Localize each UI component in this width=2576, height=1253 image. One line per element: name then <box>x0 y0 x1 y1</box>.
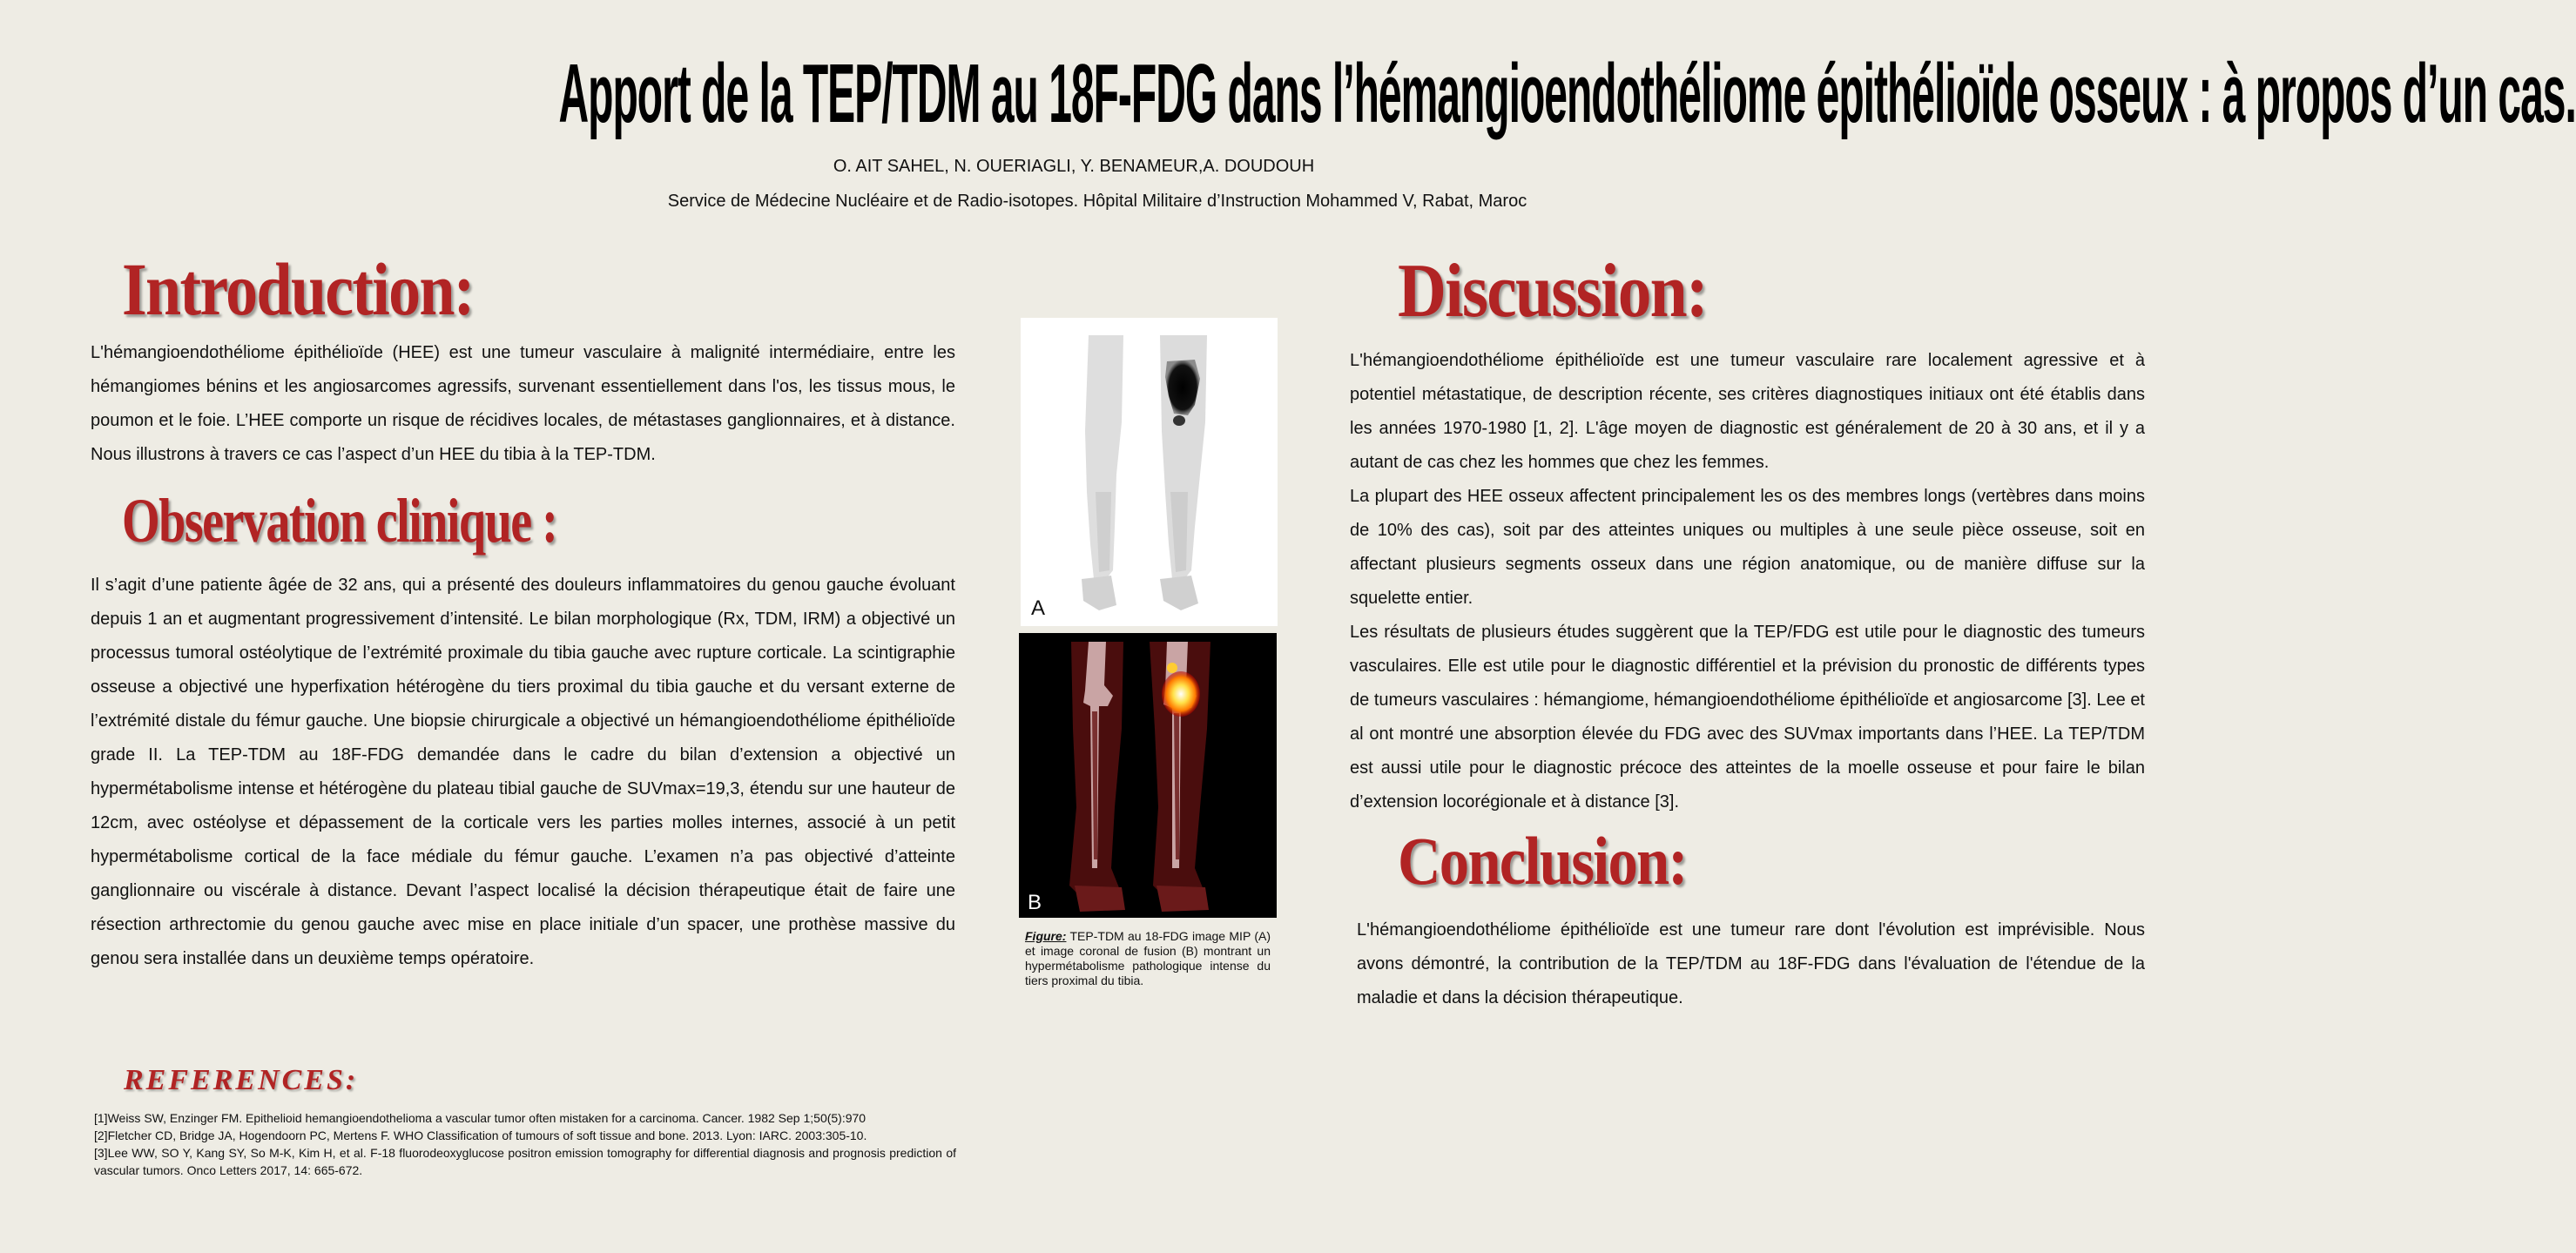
panel-b-label: B <box>1028 891 1042 914</box>
reference-item: [1]Weiss SW, Enzinger FM. Epithelioid hemangioendothelioma a vascular tumor often mistaken for a carcinoma. Cancer. 1982 Sep 1;50(5):970 <box>94 1111 867 1125</box>
introduction-heading: Introduction: <box>122 247 474 331</box>
conclusion-heading: Conclusion: <box>1398 823 1687 899</box>
mip-image <box>1021 318 1278 626</box>
panel-a-label: A <box>1031 596 1046 620</box>
poster-title: Apport de la TEP/TDM au 18F-FDG dans l’hémangioendothéliome épithélioïde osseux : à propos d’un cas. <box>558 47 2576 140</box>
discussion-paragraph: L'hémangioendothéliome épithélioïde est une tumeur vasculaire rare localement agressive et à potentiel métastatique, de description récente, ses critères diagnostiques initiaux ont été établis dans les années 1970-1980 [1, 2]. L'âge moyen de diagnostic est généralement de 20 à 30 ans, et il y a autant de cas chez les hommes que chez les femmes. <box>1350 351 2145 472</box>
introduction-text: L'hémangioendothéliome épithélioïde (HEE) est une tumeur vasculaire à malignité intermédiaire, entre les hémangiomes bénins et les angiosarcomes agressifs, survenant essentiellement dans l'os, les tissus mous, le poumon et le foie. L’HEE comporte un risque de récidives locales, de métastases ganglionnaires, et à distance. Nous illustrons à travers ce cas l’aspect d’un HEE du tibia à la TEP-TDM. <box>91 343 955 464</box>
discussion-text <box>1350 344 2145 819</box>
discussion-paragraph: Les résultats de plusieurs études suggèrent que la TEP/FDG est utile pour le diagnostic des tumeurs vasculaires. Elle est utile pour le diagnostic différentiel et la prévision du pronostic de différents types de tumeurs vasculaires : hémangiome, hémangioendothéliome épithélioïde et angiosarcome [3]. Lee et al ont montré une absorption élevée du FDG avec des SUVmax importants dans l’HEE. La TEP/TDM est aussi utile pour le diagnostic précoce des atteintes de la moelle osseuse et pour faire le bilan d’extension locorégionale et à distance [3]. <box>1350 623 2145 812</box>
observation-text: Il s’agit d’une patiente âgée de 32 ans, qui a présenté des douleurs inflammatoires du genou gauche évoluant depuis 1 an et augmentant progressivement d’intensité. Le bilan morphologique (Rx, TDM, IRM) a objectivé un processus tumoral ostéolytique de l’extrémité proximale du tibia gauche avec rupture corticale. La scintigraphie osseuse a objectivé une hyperfixation hétérogène du tiers proximal du tibia gauche et du versant externe de l’extrémité distale du fémur gauche. Une biopsie chirurgicale a objectivé un hémangioendothéliome épithélioïde grade II. La TEP-TDM au 18F-FDG demandée dans le cadre du bilan d’extension a objectivé un hypermétabolisme intense et hétérogène du plateau tibial gauche de SUVmax=19,3, étendu sur une hauteur de 12cm, avec ostéolyse et dépassement de la corticale vers les parties molles internes, associé à un petit hypermétabolisme cortical de la face médiale du fémur gauche. L’examen n’a pas objectivé d’atteinte ganglionnaire ou viscérale à distance. Devant l’aspect localisé la décision thérapeutique était de faire une résection arthrectomie du genou gauche avec mise en place initiale d’un spacer, une prothèse massive du genou sera installée dans un deuxième temps opératoire. <box>91 576 955 968</box>
figure-panel-a <box>1021 318 1278 626</box>
figure-caption <box>1025 929 1271 988</box>
affiliation: Service de Médecine Nucléaire et de Radio-isotopes. Hôpital Militaire d’Instruction Mohammed V, Rabat, Maroc <box>667 192 1527 211</box>
observation-heading: Observation clinique : <box>122 486 557 556</box>
references-heading: REFERENCES: <box>124 1064 359 1096</box>
discussion-heading: Discussion: <box>1398 249 1708 333</box>
caption-label: Figure: <box>1025 929 1067 943</box>
caption-text: TEP-TDM au 18-FDG image MIP (A) et image coronal de fusion (B) montrant un hypermétabolisme pathologique intense du tiers proximal du tibia. <box>1025 929 1271 987</box>
reference-item: [3]Lee WW, SO Y, Kang SY, So M-K, Kim H, et al. F-18 fluorodeoxyglucose positron emission tomography for differential diagnosis and prognosis prediction of vascular tumors. Onco Letters 2017, 14: 665-672. <box>94 1146 956 1177</box>
discussion-paragraph: La plupart des HEE osseux affectent principalement les os des membres longs (vertèbres dans moins de 10% des cas), soit par des atteintes uniques ou multiples à une seule pièce osseuse, soit en affectant plusieurs segments osseux dans une région anatomique, ou de manière diffuse sur la squelette entier. <box>1350 487 2145 608</box>
figure-panel-b <box>1019 633 1277 918</box>
references-list <box>94 1109 956 1179</box>
authors: O. AIT SAHEL, N. OUERIAGLI, Y. BENAMEUR,A. DOUDOUH <box>833 157 1315 176</box>
fusion-image <box>1019 633 1277 918</box>
reference-item: [2]Fletcher CD, Bridge JA, Hogendoorn PC, Mertens F. WHO Classification of tumours of soft tissue and bone. 2013. Lyon: IARC. 2003:305-10. <box>94 1128 867 1142</box>
conclusion-text: L'hémangioendothéliome épithélioïde est une tumeur rare dont l'évolution est imprévisible. Nous avons démontré, la contribution de la TEP/TDM au 18F-FDG dans l'évaluation de l'étendue de la maladie et dans la décision thérapeutique. <box>1357 920 2145 1007</box>
